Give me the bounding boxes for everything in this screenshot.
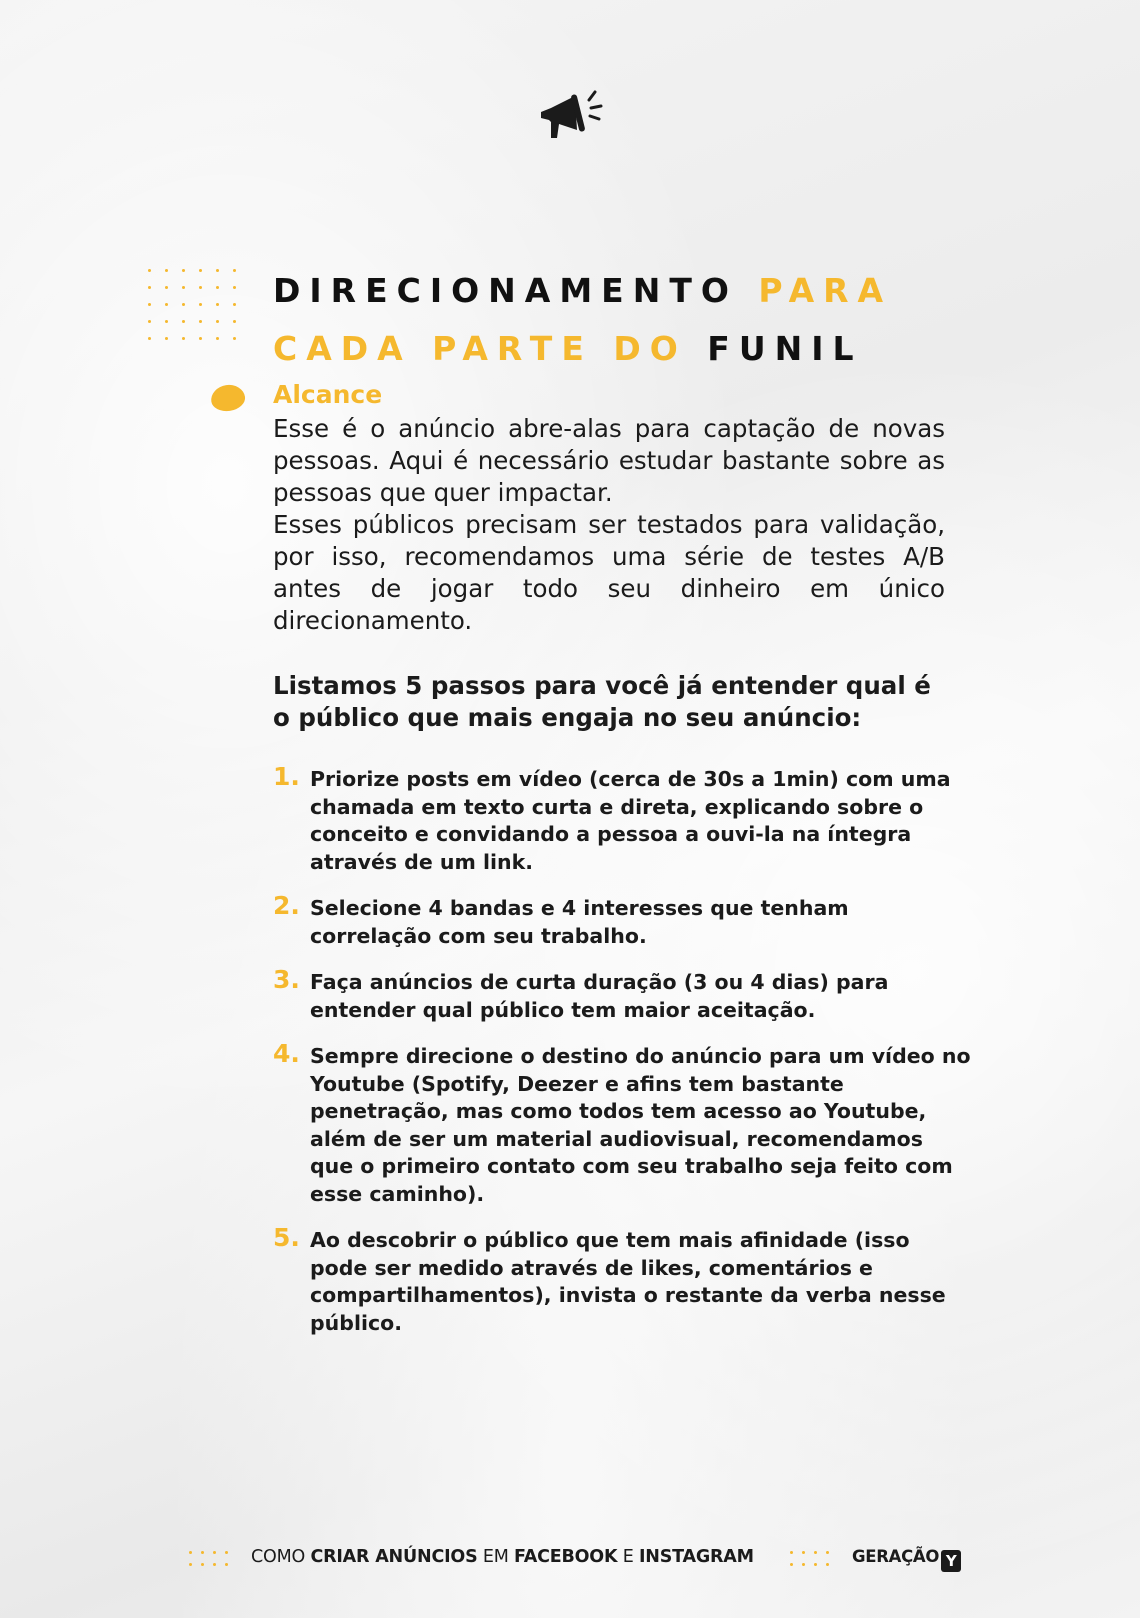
- lead-text: Listamos 5 passos para você já entender qual é o público que mais engaja no seu anúncio:: [273, 671, 931, 732]
- brand-text: GERAÇÃO: [852, 1547, 940, 1566]
- page-title: [273, 262, 892, 378]
- steps-list: [273, 762, 973, 1356]
- megaphone-icon: [537, 86, 607, 144]
- footer-word: INSTAGRAM: [638, 1547, 754, 1567]
- paragraph: Esses públicos precisam ser testados para validação, por isso, recomendamos uma série de testes A/B antes de jogar todo seu dinheiro em único direcionamento.: [273, 510, 945, 635]
- title-dark-part: FUNIL: [707, 329, 863, 368]
- step-number: 5.: [273, 1223, 300, 1252]
- step-text: Selecione 4 bandas e 4 interesses que tenham correlação com seu trabalho.: [310, 896, 849, 948]
- decorative-dot-grid: [148, 269, 236, 340]
- paragraph: Esse é o anúncio abre-alas para captação de novas pessoas. Aqui é necessário estudar bastante sobre as pessoas que quer impactar.: [273, 414, 945, 507]
- step-text: Faça anúncios de curta duração (3 ou 4 dias) para entender qual público tem maior aceitação.: [310, 970, 889, 1022]
- step-text: Sempre direcione o destino do anúncio para um vídeo no Youtube (Spotify, Deezer e afins tem bastante penetração, mas como todos tem acesso ao Youtube, além de ser um material audiovisual, recomendamos que o primeiro contato com seu trabalho seja feito com esse caminho).: [310, 1044, 971, 1206]
- decorative-dot-grid: [189, 1551, 228, 1566]
- list-item: [273, 965, 973, 1024]
- step-text: Priorize posts em vídeo (cerca de 30s a 1min) com uma chamada em texto curta e direta, explicando sobre o conceito e convidando a pessoa a ouvi-la na íntegra através de um link.: [310, 767, 951, 874]
- footer-word: COMO: [251, 1547, 306, 1567]
- speech-bubble-icon: [209, 383, 246, 413]
- step-number: 1.: [273, 762, 300, 791]
- footer-word: CRIAR ANÚNCIOS: [310, 1547, 478, 1567]
- list-item: [273, 762, 973, 876]
- brand-logo: [852, 1547, 961, 1572]
- brand-mark: Y: [941, 1550, 961, 1572]
- decorative-dot-grid: [790, 1551, 829, 1566]
- list-item: [273, 1223, 973, 1337]
- title-dark-part: DIRECIONAMENTO: [273, 271, 738, 310]
- section-body: [273, 413, 945, 637]
- list-item: [273, 1039, 973, 1208]
- footer-title: [251, 1547, 754, 1567]
- footer-word: EM: [482, 1547, 509, 1567]
- title-accent-part: PARA: [758, 271, 893, 310]
- footer: [0, 1545, 1140, 1575]
- step-number: 3.: [273, 965, 300, 994]
- footer-word: FACEBOOK: [514, 1547, 618, 1567]
- step-text: Ao descobrir o público que tem mais afinidade (isso pode ser medido através de likes, comentários e compartilhamentos), invista o restante da verba nesse público.: [310, 1228, 946, 1335]
- step-number: 2.: [273, 891, 300, 920]
- step-number: 4.: [273, 1039, 300, 1068]
- section-title: Alcance: [273, 380, 383, 409]
- title-accent-part: CADA PARTE DO: [273, 329, 687, 368]
- footer-word: E: [622, 1547, 634, 1567]
- list-item: [273, 891, 973, 950]
